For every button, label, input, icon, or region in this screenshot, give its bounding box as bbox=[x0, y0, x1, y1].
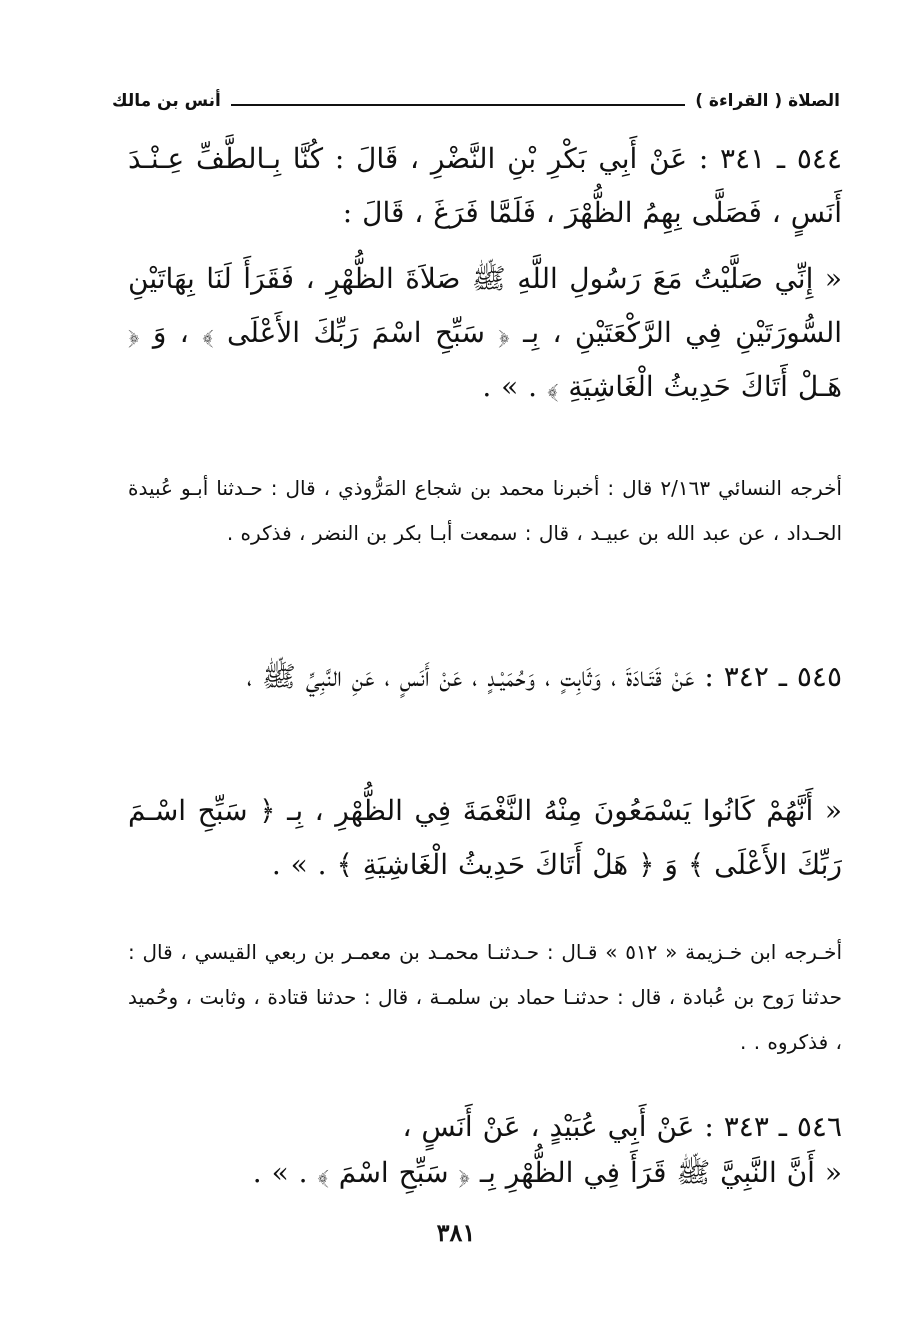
hadith-546-number-line: ٥٤٦ ـ ٣٤٣ : عَنْ أَبِي عُبَيْدٍ ، عَنْ أَنَسٍ ، bbox=[402, 1110, 842, 1143]
hadith-545-takhrij: أخـرجه ابن خـزيمة « ٥١٢ » قـال : حـدثنـا محمـد بن معمـر بن ربعي القيسي ، قال : حدثنا رَوح بن عُبادة ، قال : حدثنـا حماد بن سلمـة ، قال : حدثنا قتادة ، وثابت ، وحُميد ، فذكروه . . bbox=[128, 940, 843, 1054]
hadith-544-text: « إِنِّي صَلَّيْتُ مَعَ رَسُولِ اللَّهِ ﷺ صَلاَةَ الظُّهْرِ ، فَقَرَأَ لَنَا بِهَاتَيْنِ السُّورَتَيْنِ فِي الرَّكْعَتَيْنِ ، بِـ ﴿ سَبِّحِ اسْمَ رَبِّكَ الأَعْلَى ﴾ ، وَ ﴿ هَـلْ أَتَاكَ حَدِيثُ الْغَاشِيَةِ ﴾ . » . bbox=[128, 262, 842, 403]
header-chapter-title: أنس بن مالك bbox=[112, 91, 221, 111]
hadith-545-text: « أَنَّهُمْ كَانُوا يَسْمَعُونَ مِنْهُ النَّغْمَةَ فِي الظُّهْرِ ، بِـ ﴿ سَبِّحِ اسْـمَ رَبِّكَ الأَعْلَى ﴾ وَ ﴿ هَلْ أَتَاكَ حَدِيثُ الْغَاشِيَةِ ﴾ . » . bbox=[128, 794, 842, 881]
header-rule bbox=[231, 104, 685, 106]
page-number: ٣٨١ bbox=[436, 1218, 476, 1247]
hadith-545-number-line: ٥٤٥ ـ ٣٤٢ : عَنْ قَتَـادَةَ ، وَثَابِتٍ ، وَحُمَيْـدٍ ، عَنْ أَنَسٍ ، عَنِ النَّبِيِّ ﷺ ، bbox=[246, 660, 842, 693]
hadith-544-number-line: ٥٤٤ ـ ٣٤١ : عَنْ أَبِي بَكْرِ بْنِ النَّضْرِ ، قَالَ : كُنَّا بِـالطَّفِّ عِـنْـدَ أَنَسٍ ، فَصَلَّى بِهِمُ الظُّهْرَ ، فَلَمَّا فَرَغَ ، قَالَ : bbox=[128, 142, 842, 229]
header-section-title: الصلاة ( القراءة ) bbox=[695, 91, 840, 111]
hadith-544-takhrij: أخرجه النسائي ٢/١٦٣ قال : أخبرنا محمد بن شجاع المَرُّوذي ، قال : حـدثنا أبـو عُبيدة الحـداد ، عن عبد الله بن عبيـد ، قال : سمعت أبـا بكر بن النضر ، فذكره . bbox=[128, 476, 842, 545]
hadith-546-text: « أَنَّ النَّبِيَّ ﷺ قَرَأَ فِي الظُّهْرِ بِـ ﴿ سَبِّحِ اسْمَ ﴾ . » . bbox=[252, 1156, 842, 1189]
running-header bbox=[112, 86, 840, 116]
